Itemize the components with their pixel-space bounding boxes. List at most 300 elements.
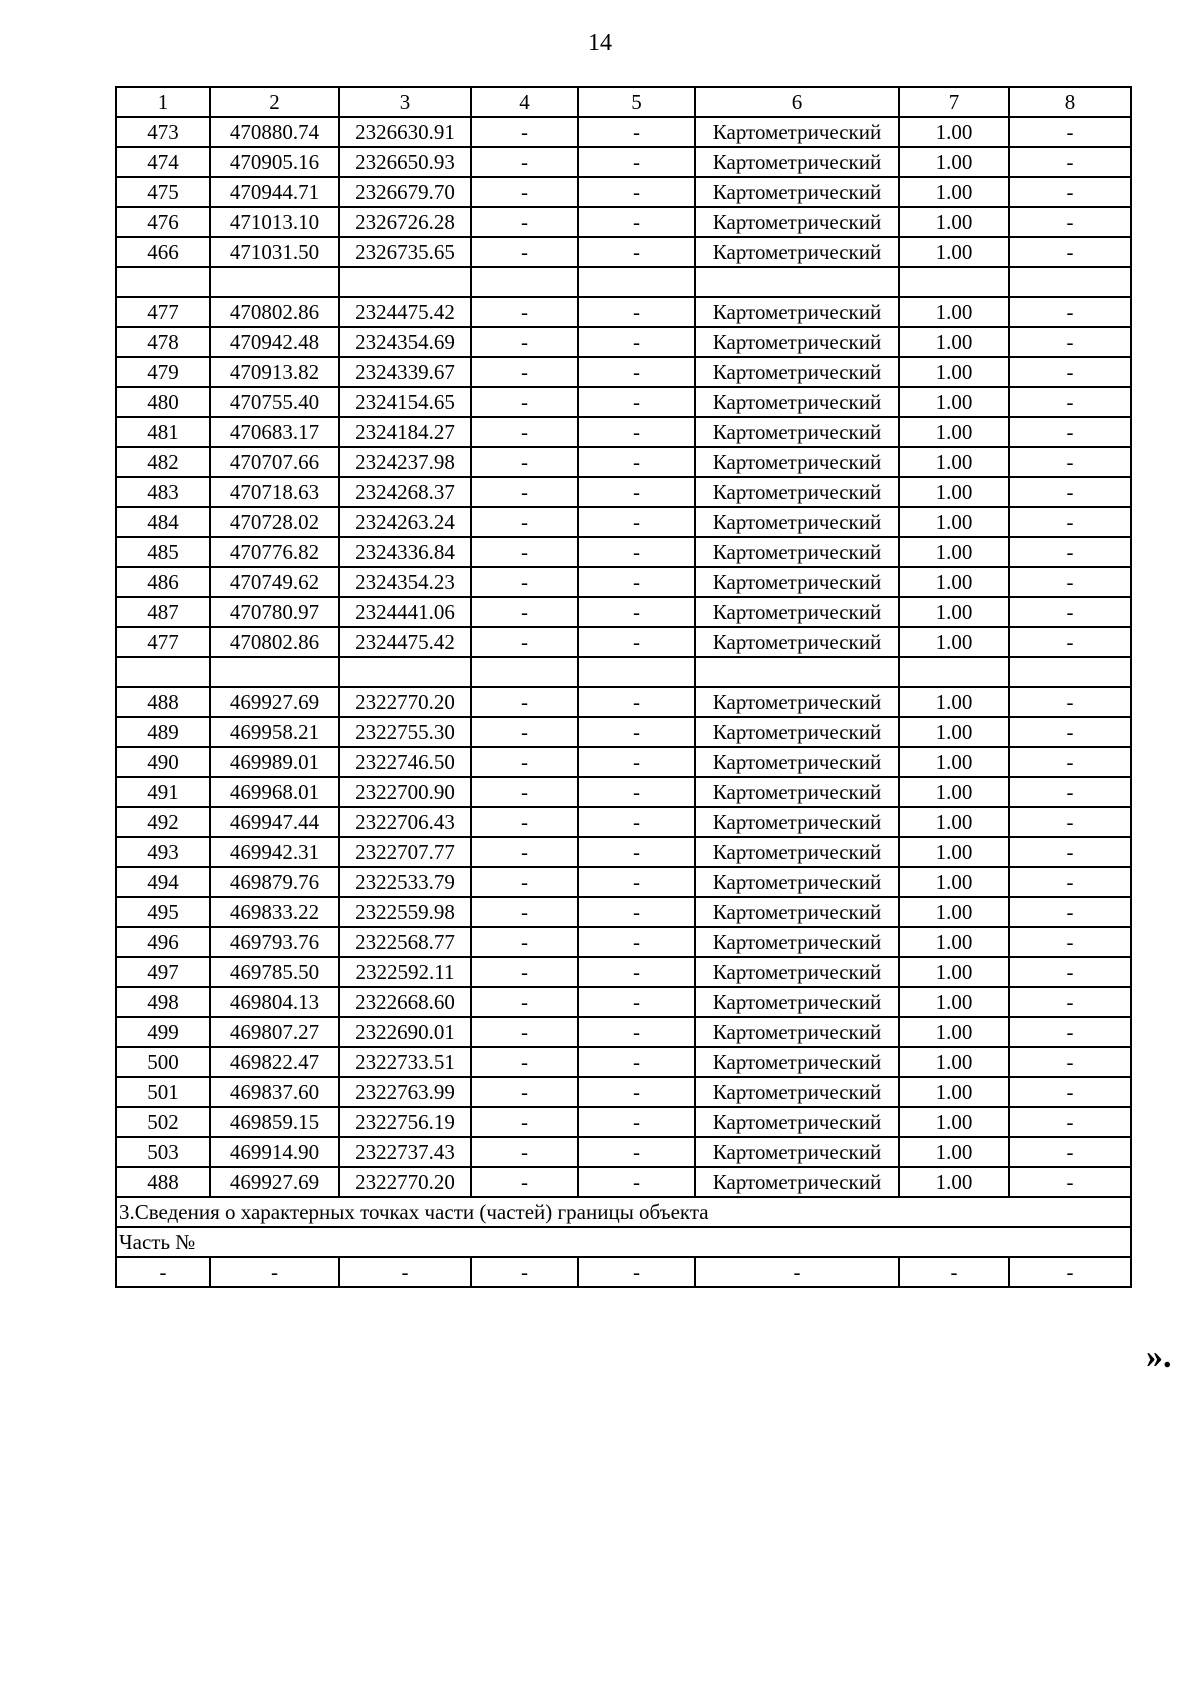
table-cell-col-1: - <box>116 1257 210 1287</box>
table-cell-col-2: 471031.50 <box>210 237 339 267</box>
table-cell-col-1: 489 <box>116 717 210 747</box>
table-row <box>116 627 1131 657</box>
table-cell-col-4: - <box>471 957 578 987</box>
table-cell-col-3: 2322756.19 <box>339 1107 471 1137</box>
part-number-row <box>116 1227 1131 1257</box>
table-row <box>116 1107 1131 1137</box>
table-cell-col-2: 470728.02 <box>210 507 339 537</box>
table-row <box>116 987 1131 1017</box>
table-cell-col-5: - <box>578 1107 695 1137</box>
table-cell-col-8: - <box>1009 1107 1131 1137</box>
table-cell-col-3 <box>339 657 471 687</box>
table-cell-col-4: - <box>471 1107 578 1137</box>
table-cell-col-8: - <box>1009 507 1131 537</box>
table-cell-col-3: 2322755.30 <box>339 717 471 747</box>
table-cell-col-4: - <box>471 687 578 717</box>
table-cell-col-5: - <box>578 1257 695 1287</box>
table-cell-col-3: 2326650.93 <box>339 147 471 177</box>
table-cell-col-3: - <box>339 1257 471 1287</box>
table-cell-col-1: 479 <box>116 357 210 387</box>
table-row <box>116 927 1131 957</box>
table-cell-col-2: 469927.69 <box>210 1167 339 1197</box>
table-cell-col-5: - <box>578 807 695 837</box>
table-cell-col-3: 2322770.20 <box>339 687 471 717</box>
table-row <box>116 177 1131 207</box>
table-cell-col-1: 476 <box>116 207 210 237</box>
table-cell-col-2: 470942.48 <box>210 327 339 357</box>
table-cell-col-6: Картометрический <box>695 237 899 267</box>
table-row <box>116 1167 1131 1197</box>
table-cell-col-6: Картометрический <box>695 927 899 957</box>
table-row <box>116 357 1131 387</box>
table-cell-col-3: 2322690.01 <box>339 1017 471 1047</box>
table-cell-col-6: Картометрический <box>695 177 899 207</box>
part-number-row-cell: Часть № <box>116 1227 1131 1257</box>
table-cell-col-4: - <box>471 867 578 897</box>
table-cell-col-6: Картометрический <box>695 567 899 597</box>
table-cell-col-2: 470780.97 <box>210 597 339 627</box>
table-cell-col-6: Картометрический <box>695 1017 899 1047</box>
table-cell-col-2: 469914.90 <box>210 1137 339 1167</box>
table-cell-col-4: - <box>471 327 578 357</box>
table-cell-col-2: 469793.76 <box>210 927 339 957</box>
table-cell-col-5: - <box>578 237 695 267</box>
table-cell-col-2: 470802.86 <box>210 297 339 327</box>
table-row <box>116 1047 1131 1077</box>
table-cell-col-2: 469785.50 <box>210 957 339 987</box>
section-3-title-row <box>116 1197 1131 1227</box>
table-row <box>116 657 1131 687</box>
table-cell-col-1: 494 <box>116 867 210 897</box>
table-row <box>116 1137 1131 1167</box>
table-row <box>116 507 1131 537</box>
table-cell-col-7: 1.00 <box>899 597 1009 627</box>
table-cell-col-7 <box>899 267 1009 297</box>
table-cell-col-1: 481 <box>116 417 210 447</box>
table-cell-col-6: Картометрический <box>695 477 899 507</box>
table-cell-col-8: - <box>1009 357 1131 387</box>
table-cell-col-2: - <box>210 1257 339 1287</box>
table-cell-col-2: 469859.15 <box>210 1107 339 1137</box>
table-cell-col-5: - <box>578 1137 695 1167</box>
table-cell-col-4: - <box>471 777 578 807</box>
table-cell-col-4: - <box>471 897 578 927</box>
table-cell-col-4 <box>471 267 578 297</box>
table-cell-col-7: 1.00 <box>899 1137 1009 1167</box>
table-cell-col-8: - <box>1009 1077 1131 1107</box>
table-cell-col-6: Картометрический <box>695 147 899 177</box>
table-cell-col-8: - <box>1009 837 1131 867</box>
table-cell-col-6: Картометрический <box>695 867 899 897</box>
table-cell-col-1: 490 <box>116 747 210 777</box>
table-row <box>116 717 1131 747</box>
table-cell-col-7: 7 <box>899 87 1009 117</box>
table-cell-col-8: - <box>1009 1167 1131 1197</box>
table-cell-col-7: 1.00 <box>899 447 1009 477</box>
table-cell-col-3: 2324475.42 <box>339 297 471 327</box>
table-cell-col-6: Картометрический <box>695 297 899 327</box>
table-cell-col-4: - <box>471 1017 578 1047</box>
table-cell-col-5: - <box>578 867 695 897</box>
table-cell-col-7: 1.00 <box>899 627 1009 657</box>
table-cell-col-8 <box>1009 267 1131 297</box>
table-cell-col-1: 482 <box>116 447 210 477</box>
table-cell-col-7: - <box>899 1257 1009 1287</box>
table-cell-col-8: - <box>1009 987 1131 1017</box>
table-cell-col-6: Картометрический <box>695 807 899 837</box>
table-cell-col-7: 1.00 <box>899 717 1009 747</box>
table-cell-col-3: 2322559.98 <box>339 897 471 927</box>
table-cell-col-5: - <box>578 447 695 477</box>
table-cell-col-2: 470683.17 <box>210 417 339 447</box>
table-cell-col-4: - <box>471 147 578 177</box>
table-cell-col-5: - <box>578 987 695 1017</box>
table-cell-col-6: Картометрический <box>695 627 899 657</box>
table-cell-col-7: 1.00 <box>899 417 1009 447</box>
table-cell-col-3: 2322700.90 <box>339 777 471 807</box>
table-cell-col-1: 473 <box>116 117 210 147</box>
table-cell-col-1: 493 <box>116 837 210 867</box>
table-cell-col-2: 470718.63 <box>210 477 339 507</box>
table-cell-col-1: 1 <box>116 87 210 117</box>
table-cell-col-5 <box>578 657 695 687</box>
table-cell-col-3: 2322533.79 <box>339 867 471 897</box>
table-cell-col-6: Картометрический <box>695 537 899 567</box>
table-row <box>116 777 1131 807</box>
table-cell-col-4: - <box>471 1137 578 1167</box>
table-cell-col-1: 486 <box>116 567 210 597</box>
table-cell-col-2: 469989.01 <box>210 747 339 777</box>
table-cell-col-2: 469879.76 <box>210 867 339 897</box>
table-cell-col-7: 1.00 <box>899 177 1009 207</box>
table-cell-col-6: Картометрический <box>695 717 899 747</box>
table-cell-col-7: 1.00 <box>899 567 1009 597</box>
table-cell-col-6: Картометрический <box>695 1167 899 1197</box>
table-cell-col-3: 2322668.60 <box>339 987 471 1017</box>
table-cell-col-3: 2322592.11 <box>339 957 471 987</box>
table-cell-col-8: - <box>1009 567 1131 597</box>
table-cell-col-3: 2324154.65 <box>339 387 471 417</box>
table-row <box>116 327 1131 357</box>
table-cell-col-4: - <box>471 207 578 237</box>
table-cell-col-5: - <box>578 927 695 957</box>
table-cell-col-8: - <box>1009 957 1131 987</box>
table-cell-col-3: 2326679.70 <box>339 177 471 207</box>
table-cell-col-5: - <box>578 417 695 447</box>
table-row <box>116 807 1131 837</box>
table-cell-col-4: - <box>471 1257 578 1287</box>
table-cell-col-8: - <box>1009 537 1131 567</box>
table-cell-col-5: - <box>578 327 695 357</box>
table-cell-col-1: 478 <box>116 327 210 357</box>
table-cell-col-3: 2326726.28 <box>339 207 471 237</box>
table-cell-col-8: - <box>1009 687 1131 717</box>
table-cell-col-5: - <box>578 717 695 747</box>
table-cell-col-1: 499 <box>116 1017 210 1047</box>
table-cell-col-8: - <box>1009 297 1131 327</box>
table-cell-col-7: 1.00 <box>899 117 1009 147</box>
table-cell-col-7: 1.00 <box>899 477 1009 507</box>
table-cell-col-3: 2322706.43 <box>339 807 471 837</box>
table-cell-col-7: 1.00 <box>899 1047 1009 1077</box>
table-cell-col-3: 2324354.69 <box>339 327 471 357</box>
table-row <box>116 477 1131 507</box>
table-cell-col-5 <box>578 267 695 297</box>
table-cell-col-2: 470749.62 <box>210 567 339 597</box>
table-cell-col-6: Картометрический <box>695 687 899 717</box>
table-cell-col-6: Картометрический <box>695 777 899 807</box>
table-cell-col-5: - <box>578 297 695 327</box>
table-cell-col-8: - <box>1009 117 1131 147</box>
table-cell-col-5: - <box>578 117 695 147</box>
table-cell-col-8: - <box>1009 177 1131 207</box>
table-cell-col-7: 1.00 <box>899 987 1009 1017</box>
table-cell-col-2: 469942.31 <box>210 837 339 867</box>
table-cell-col-7: 1.00 <box>899 927 1009 957</box>
table-row <box>116 207 1131 237</box>
table-cell-col-3: 2324268.37 <box>339 477 471 507</box>
table-cell-col-8: - <box>1009 777 1131 807</box>
table-cell-col-4: - <box>471 717 578 747</box>
table-cell-col-3: 2322746.50 <box>339 747 471 777</box>
table-row <box>116 117 1131 147</box>
table-cell-col-8: - <box>1009 927 1131 957</box>
table-cell-col-4: - <box>471 297 578 327</box>
table-cell-col-3: 2324339.67 <box>339 357 471 387</box>
table-cell-col-4: - <box>471 117 578 147</box>
table-cell-col-6 <box>695 267 899 297</box>
table-cell-col-6: Картометрический <box>695 897 899 927</box>
table-cell-col-7: 1.00 <box>899 507 1009 537</box>
table-cell-col-7: 1.00 <box>899 957 1009 987</box>
table-cell-col-5: - <box>578 687 695 717</box>
table-row <box>116 537 1131 567</box>
table-row <box>116 237 1131 267</box>
table-cell-col-4: - <box>471 567 578 597</box>
page-number: 14 <box>588 30 612 56</box>
table-cell-col-4: - <box>471 597 578 627</box>
table-cell-col-7: 1.00 <box>899 1107 1009 1137</box>
table-cell-col-5: - <box>578 777 695 807</box>
table-cell-col-1: 487 <box>116 597 210 627</box>
table-cell-col-1: 477 <box>116 297 210 327</box>
table-cell-col-2: 469833.22 <box>210 897 339 927</box>
table-body <box>116 87 1131 1287</box>
table-cell-col-4: - <box>471 237 578 267</box>
table-cell-col-1: 497 <box>116 957 210 987</box>
table-cell-col-7: 1.00 <box>899 387 1009 417</box>
table-cell-col-7: 1.00 <box>899 537 1009 567</box>
table-cell-col-7: 1.00 <box>899 837 1009 867</box>
table-cell-col-8: - <box>1009 327 1131 357</box>
table-cell-col-1: 485 <box>116 537 210 567</box>
table-cell-col-2: 470776.82 <box>210 537 339 567</box>
table-cell-col-1: 501 <box>116 1077 210 1107</box>
table-cell-col-4: - <box>471 477 578 507</box>
table-cell-col-8: - <box>1009 477 1131 507</box>
table-cell-col-5: - <box>578 1047 695 1077</box>
table-cell-col-3: 2326735.65 <box>339 237 471 267</box>
table-cell-col-4: - <box>471 357 578 387</box>
table-cell-col-5: - <box>578 627 695 657</box>
table-row <box>116 837 1131 867</box>
table-cell-col-7: 1.00 <box>899 207 1009 237</box>
table-cell-col-2: 469927.69 <box>210 687 339 717</box>
table-cell-col-8: - <box>1009 1047 1131 1077</box>
table-cell-col-2: 471013.10 <box>210 207 339 237</box>
table-cell-col-8: - <box>1009 717 1131 747</box>
table-cell-col-4: 4 <box>471 87 578 117</box>
table-cell-col-4: - <box>471 507 578 537</box>
table-cell-col-7: 1.00 <box>899 687 1009 717</box>
table-cell-col-4: - <box>471 747 578 777</box>
table-cell-col-1: 502 <box>116 1107 210 1137</box>
table-cell-col-1: 466 <box>116 237 210 267</box>
table-cell-col-2: 470707.66 <box>210 447 339 477</box>
table-cell-col-4: - <box>471 1077 578 1107</box>
table-cell-col-5: - <box>578 1077 695 1107</box>
table-cell-col-2: 469837.60 <box>210 1077 339 1107</box>
table-cell-col-6: Картометрический <box>695 747 899 777</box>
table-cell-col-6: Картометрический <box>695 117 899 147</box>
table-cell-col-4: - <box>471 1167 578 1197</box>
table-row <box>116 1017 1131 1047</box>
table-cell-col-1: 496 <box>116 927 210 957</box>
table-cell-col-2: 469804.13 <box>210 987 339 1017</box>
table-row <box>116 597 1131 627</box>
table-cell-col-6: 6 <box>695 87 899 117</box>
table-cell-col-7: 1.00 <box>899 897 1009 927</box>
table-row <box>116 447 1131 477</box>
table-cell-col-7: 1.00 <box>899 807 1009 837</box>
table-cell-col-4: - <box>471 417 578 447</box>
table-cell-col-2: 470802.86 <box>210 627 339 657</box>
table-cell-col-2 <box>210 657 339 687</box>
table-cell-col-3: 2324336.84 <box>339 537 471 567</box>
table-cell-col-3: 2324475.42 <box>339 627 471 657</box>
table-cell-col-1: 495 <box>116 897 210 927</box>
table-cell-col-8: - <box>1009 447 1131 477</box>
table-cell-col-5: - <box>578 357 695 387</box>
table-cell-col-5: - <box>578 537 695 567</box>
section-3-title-row-cell: 3.Сведения о характерных точках части (частей) границы объекта <box>116 1197 1131 1227</box>
table-cell-col-5: - <box>578 387 695 417</box>
table-cell-col-1: 488 <box>116 1167 210 1197</box>
table-cell-col-7: 1.00 <box>899 777 1009 807</box>
table-cell-col-4: - <box>471 447 578 477</box>
table-cell-col-7: 1.00 <box>899 867 1009 897</box>
table-row <box>116 1077 1131 1107</box>
table-row <box>116 957 1131 987</box>
table-cell-col-2: 469958.21 <box>210 717 339 747</box>
table-cell-col-6: Картометрический <box>695 1047 899 1077</box>
table-cell-col-4 <box>471 657 578 687</box>
table-cell-col-1 <box>116 267 210 297</box>
table-cell-col-6: Картометрический <box>695 987 899 1017</box>
table-cell-col-8: - <box>1009 237 1131 267</box>
table-row <box>116 687 1131 717</box>
table-cell-col-4: - <box>471 387 578 417</box>
table-cell-col-6: Картометрический <box>695 1077 899 1107</box>
table-cell-col-8: - <box>1009 597 1131 627</box>
table-cell-col-7: 1.00 <box>899 297 1009 327</box>
table-cell-col-3: 2322733.51 <box>339 1047 471 1077</box>
table-cell-col-6: - <box>695 1257 899 1287</box>
table-cell-col-8: - <box>1009 387 1131 417</box>
table-header-row <box>116 87 1131 117</box>
table-row <box>116 867 1131 897</box>
table-cell-col-4: - <box>471 837 578 867</box>
table-cell-col-5: - <box>578 567 695 597</box>
table-cell-col-3: 2324354.23 <box>339 567 471 597</box>
table-cell-col-7 <box>899 657 1009 687</box>
table-cell-col-8: - <box>1009 897 1131 927</box>
table-cell-col-6: Картометрический <box>695 507 899 537</box>
table-cell-col-4: - <box>471 1047 578 1077</box>
table-cell-col-2: 470755.40 <box>210 387 339 417</box>
table-row <box>116 297 1131 327</box>
table-cell-col-2: 470944.71 <box>210 177 339 207</box>
table-cell-col-7: 1.00 <box>899 1017 1009 1047</box>
table-cell-col-3: 2326630.91 <box>339 117 471 147</box>
table-cell-col-4: - <box>471 627 578 657</box>
table-cell-col-6: Картометрический <box>695 1107 899 1137</box>
table-cell-col-1: 475 <box>116 177 210 207</box>
table-cell-col-5: - <box>578 747 695 777</box>
table-cell-col-5: - <box>578 597 695 627</box>
table-cell-col-6: Картометрический <box>695 327 899 357</box>
table-cell-col-1: 483 <box>116 477 210 507</box>
table-cell-col-3: 2322568.77 <box>339 927 471 957</box>
table-cell-col-1: 492 <box>116 807 210 837</box>
table-cell-col-3: 2322763.99 <box>339 1077 471 1107</box>
table-cell-col-3: 2322707.77 <box>339 837 471 867</box>
table-cell-col-5: - <box>578 897 695 927</box>
table-cell-col-6: Картометрический <box>695 357 899 387</box>
table-cell-col-4: - <box>471 537 578 567</box>
table-cell-col-8: - <box>1009 807 1131 837</box>
table-cell-col-7: 1.00 <box>899 237 1009 267</box>
table-cell-col-8: 8 <box>1009 87 1131 117</box>
table-cell-col-8 <box>1009 657 1131 687</box>
table-cell-col-5: - <box>578 477 695 507</box>
table-cell-col-1: 503 <box>116 1137 210 1167</box>
table-cell-col-4: - <box>471 987 578 1017</box>
table-cell-col-7: 1.00 <box>899 747 1009 777</box>
table-cell-col-7: 1.00 <box>899 1167 1009 1197</box>
table-cell-col-7: 1.00 <box>899 147 1009 177</box>
table-cell-col-3: 2324441.06 <box>339 597 471 627</box>
table-cell-col-5: - <box>578 207 695 237</box>
table-cell-col-3: 2322737.43 <box>339 1137 471 1167</box>
table-cell-col-8: - <box>1009 207 1131 237</box>
table-cell-col-4: - <box>471 927 578 957</box>
table-cell-col-4: - <box>471 177 578 207</box>
table-cell-col-6: Картометрический <box>695 387 899 417</box>
table-cell-col-3: 2322770.20 <box>339 1167 471 1197</box>
table-cell-col-7: 1.00 <box>899 357 1009 387</box>
table-cell-col-5: 5 <box>578 87 695 117</box>
table-cell-col-5: - <box>578 1017 695 1047</box>
table-cell-col-6: Картометрический <box>695 837 899 867</box>
table-cell-col-2 <box>210 267 339 297</box>
table-cell-col-5: - <box>578 177 695 207</box>
table-cell-col-1: 498 <box>116 987 210 1017</box>
table-cell-col-6: Картометрический <box>695 417 899 447</box>
table-cell-col-6 <box>695 657 899 687</box>
table-cell-col-8: - <box>1009 867 1131 897</box>
table-cell-col-2: 469807.27 <box>210 1017 339 1047</box>
